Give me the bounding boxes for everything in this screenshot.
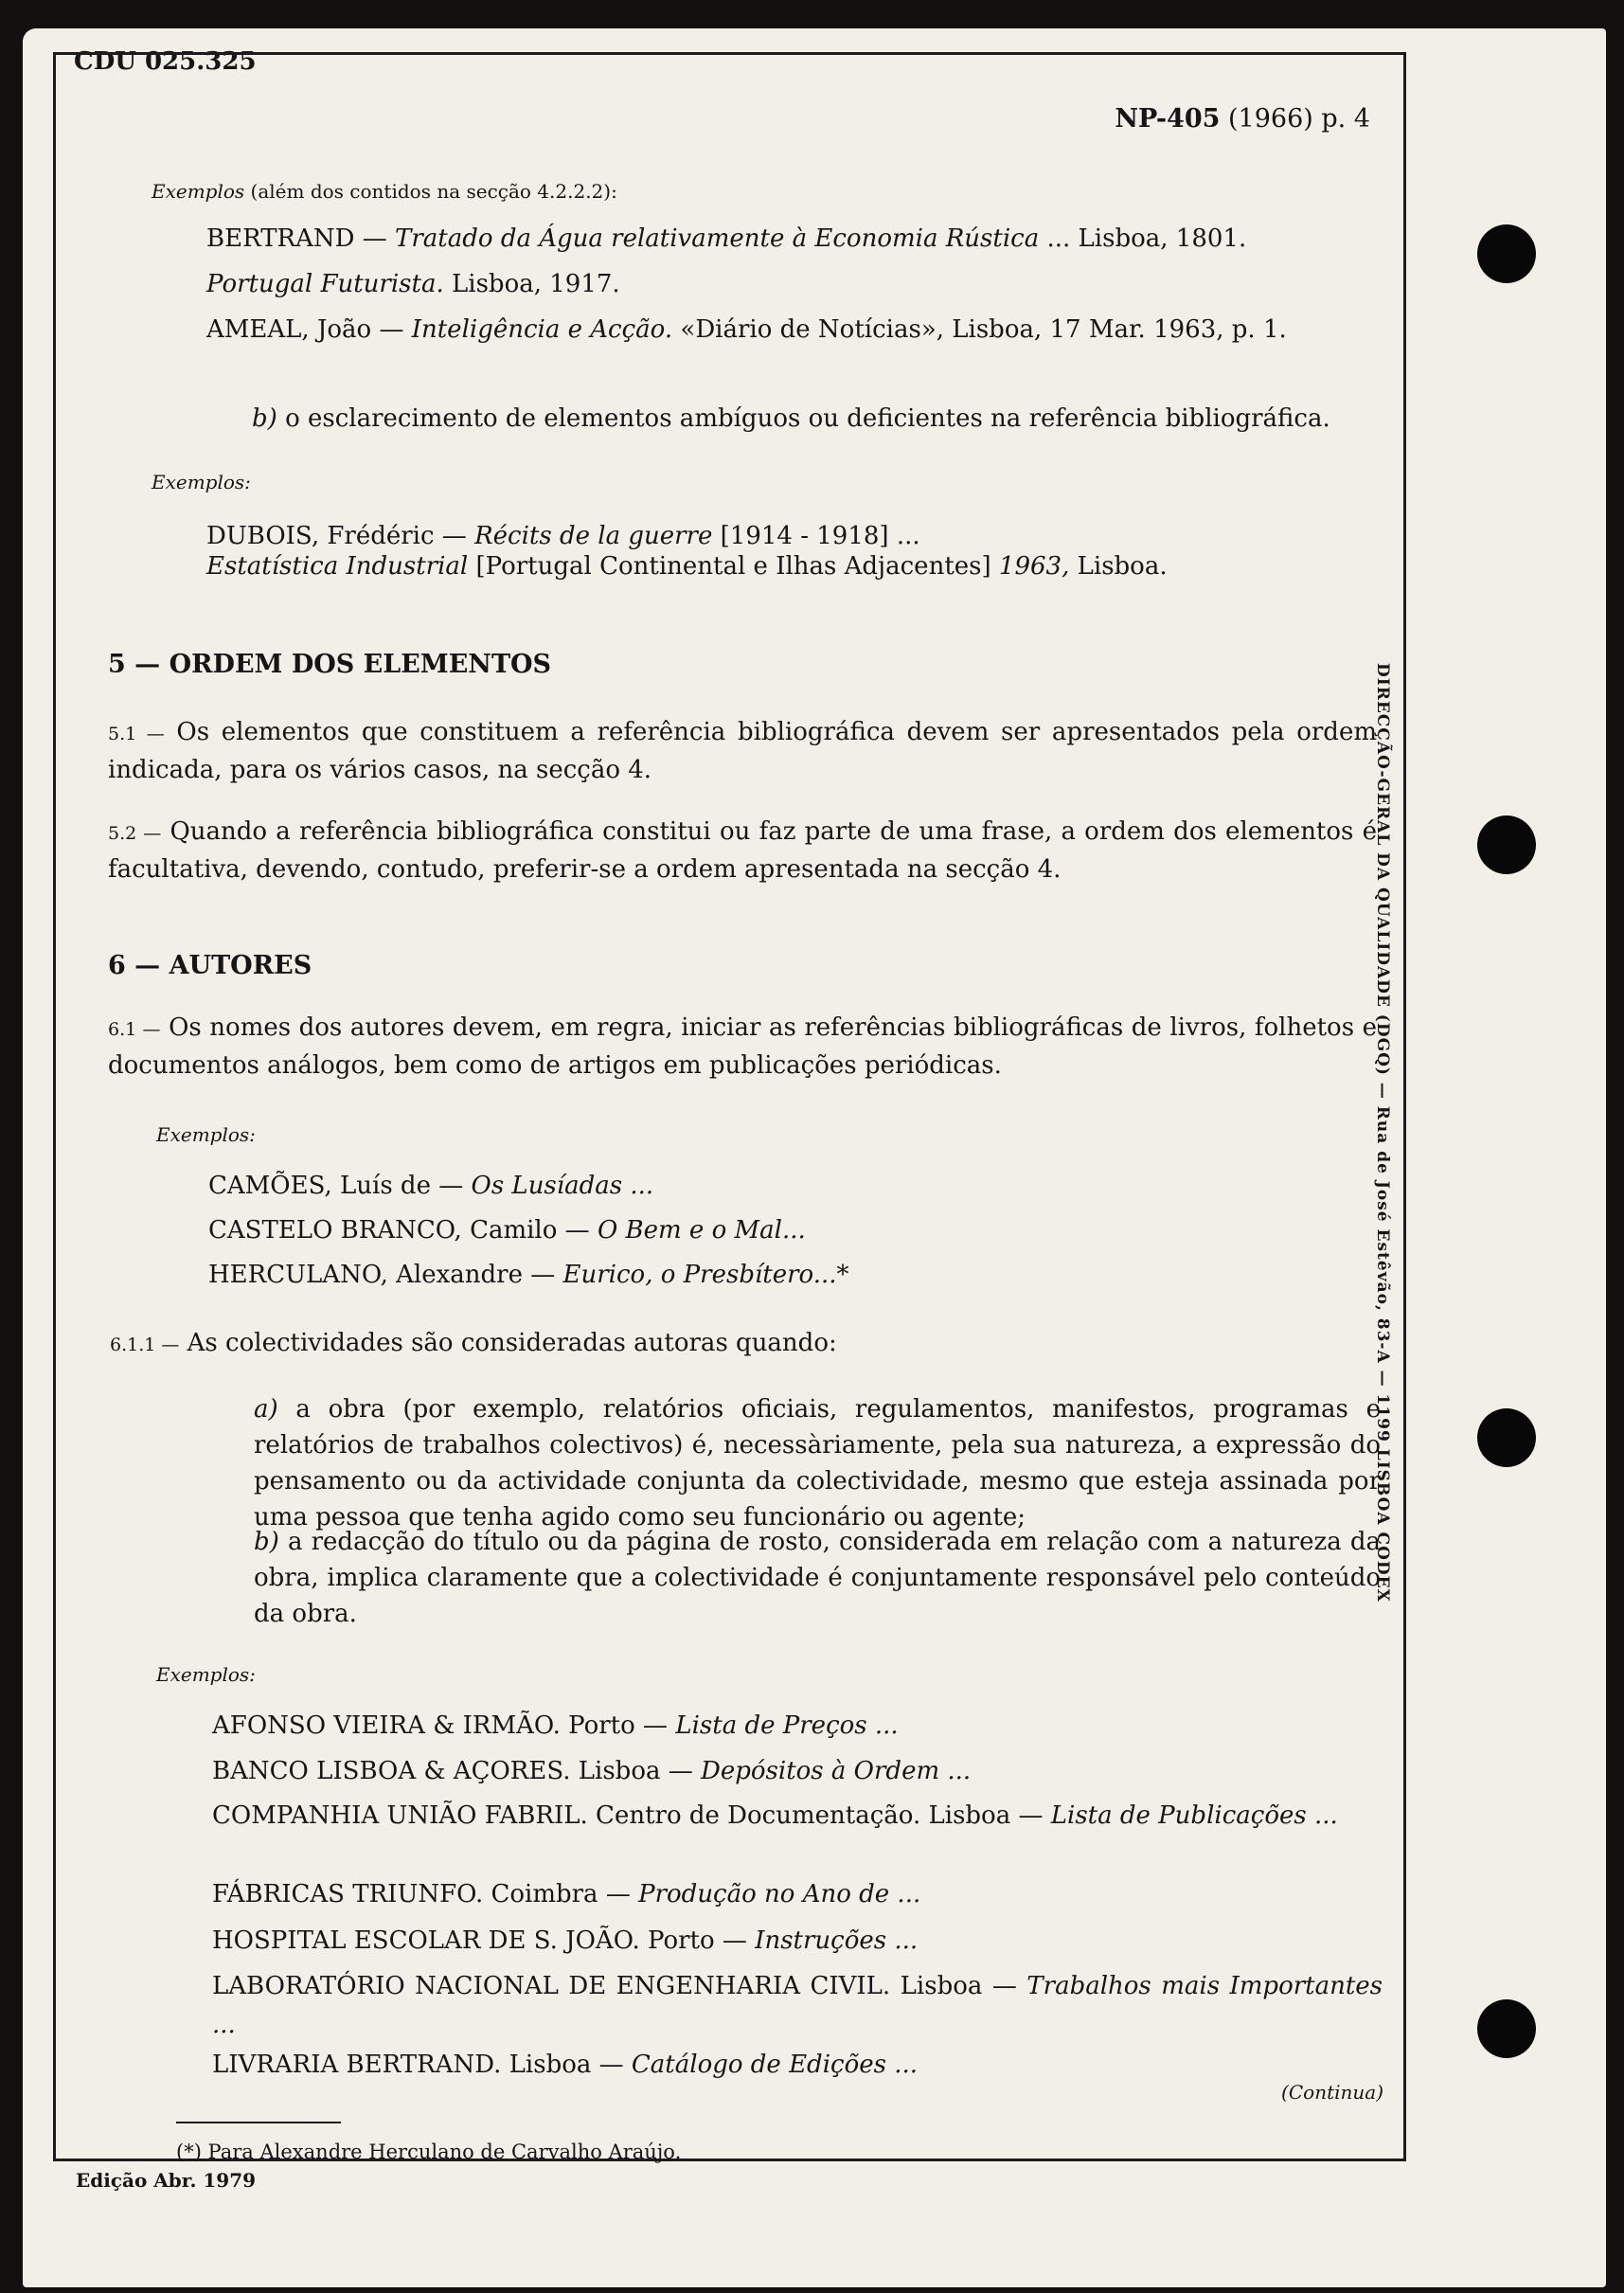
paragraph-5-2: 5.2 — Quando a referência bibliográfica constitui ou faz parte de uma frase, a ordem dos elementos é facultativa, devendo, contudo, preferir-se a ordem apresentada na secção 4. xyxy=(108,817,1377,884)
binder-hole-2 xyxy=(1477,815,1536,874)
example-reference: CASTELO BRANCO, Camilo — O Bem e o Mal... xyxy=(208,1216,806,1245)
section-heading-6: 6 — AUTORES xyxy=(108,951,312,980)
examples-label: Exemplos: xyxy=(156,1663,256,1686)
continued-note: (Continua) xyxy=(1281,2081,1383,2104)
example-reference: AMEAL, João — Inteligência e Acção. «Diário de Notícias», Lisboa, 17 Mar. 1963, p. 1. xyxy=(206,315,1287,344)
corporate-example: HOSPITAL ESCOLAR DE S. JOÃO. Porto — Instruções ... xyxy=(212,1926,919,1955)
example-reference: BERTRAND — Tratado da Água relativamente à Economia Rústica ... Lisboa, 1801. xyxy=(206,224,1247,253)
examples-label: Exemplos: xyxy=(156,1123,256,1146)
norm-year-page: (1966) p. 4 xyxy=(1228,104,1370,134)
norm-number: NP-405 xyxy=(1115,104,1221,134)
corporate-example: AFONSO VIEIRA & IRMÃO. Porto — Lista de Preços ... xyxy=(212,1711,899,1740)
cdu-code: CDU 025.325 xyxy=(74,47,257,76)
corporate-example: LABORATÓRIO NACIONAL DE ENGENHARIA CIVIL. Lisboa — Trabalhos mais Importantes ... xyxy=(212,1972,1383,2039)
footnote-rule xyxy=(176,2122,341,2123)
paragraph-6-1-1: 6.1.1 — As colectividades são consideradas autoras quando: xyxy=(110,1329,837,1357)
example-reference: HERCULANO, Alexandre — Eurico, o Presbítero...* xyxy=(208,1261,849,1289)
examples-label: Exemplos (além dos contidos na secção 4.2.2.2): xyxy=(152,180,617,203)
example-reference: Portugal Futurista. Lisboa, 1917. xyxy=(206,270,620,298)
page-frame xyxy=(53,52,1406,2161)
list-item-a: a) a obra (por exemplo, relatórios oficiais, regulamentos, manifestos, programas e relatórios de trabalhos colectivos) é, necessàriamente, pela sua natureza, a expressão do pensamento ou da actividade conjunta da colectividade, mesmo que esteja assinada por uma pessoa que tenha agido como seu funcionário ou agente; xyxy=(254,1395,1381,1532)
corporate-example: FÁBRICAS TRIUNFO. Coimbra — Produção no Ano de ... xyxy=(212,1880,921,1908)
paragraph-6-1: 6.1 — Os nomes dos autores devem, em regra, iniciar as referências bibliográficas de livros, folhetos e documentos análogos, bem como de artigos em publicações periódicas. xyxy=(108,1013,1377,1080)
norm-reference xyxy=(1115,104,1370,134)
list-item-b: b) o esclarecimento de elementos ambíguos ou deficientes na referência bibliográfica. xyxy=(252,404,1330,433)
corporate-example: BANCO LISBOA & AÇORES. Lisboa — Depósitos à Ordem ... xyxy=(212,1757,972,1785)
corporate-example: LIVRARIA BERTRAND. Lisboa — Catálogo de Edições ... xyxy=(212,2051,919,2079)
footnote: (*) Para Alexandre Herculano de Carvalho Araújo. xyxy=(176,2141,682,2163)
binder-hole-4 xyxy=(1477,1999,1536,2058)
section-heading-5: 5 — ORDEM DOS ELEMENTOS xyxy=(108,650,552,679)
paragraph-5-1: 5.1 — Os elementos que constituem a referência bibliográfica devem ser apresentados pela ordem indicada, para os vários casos, na secção 4. xyxy=(108,718,1377,784)
example-reference: DUBOIS, Frédéric — Récits de la guerre [1914 - 1918] ... xyxy=(206,522,920,550)
publisher-address-sidebar: DIRECÇÃO-GERAL DA QUALIDADE (DGQ) — Rua de José Estêvão, 83-A — 1199 LISBOA CODEX xyxy=(1373,663,1392,1603)
binder-hole-3 xyxy=(1477,1408,1536,1467)
edition-date: Edição Abr. 1979 xyxy=(76,2169,257,2192)
corporate-example: COMPANHIA UNIÃO FABRIL. Centro de Documentação. Lisboa — Lista de Publicações ... xyxy=(212,1801,1338,1830)
examples-label: Exemplos: xyxy=(152,471,251,493)
example-reference: CAMÕES, Luís de — Os Lusíadas ... xyxy=(208,1172,654,1200)
example-reference: Estatística Industrial [Portugal Continental e Ilhas Adjacentes] 1963, Lisboa. xyxy=(206,552,1168,581)
binder-hole-1 xyxy=(1477,224,1536,283)
list-item-b: b) a redacção do título ou da página de rosto, considerada em relação com a natureza da obra, implica claramente que a colectividade é conjuntamente responsável pelo conteúdo da obra. xyxy=(254,1528,1381,1628)
